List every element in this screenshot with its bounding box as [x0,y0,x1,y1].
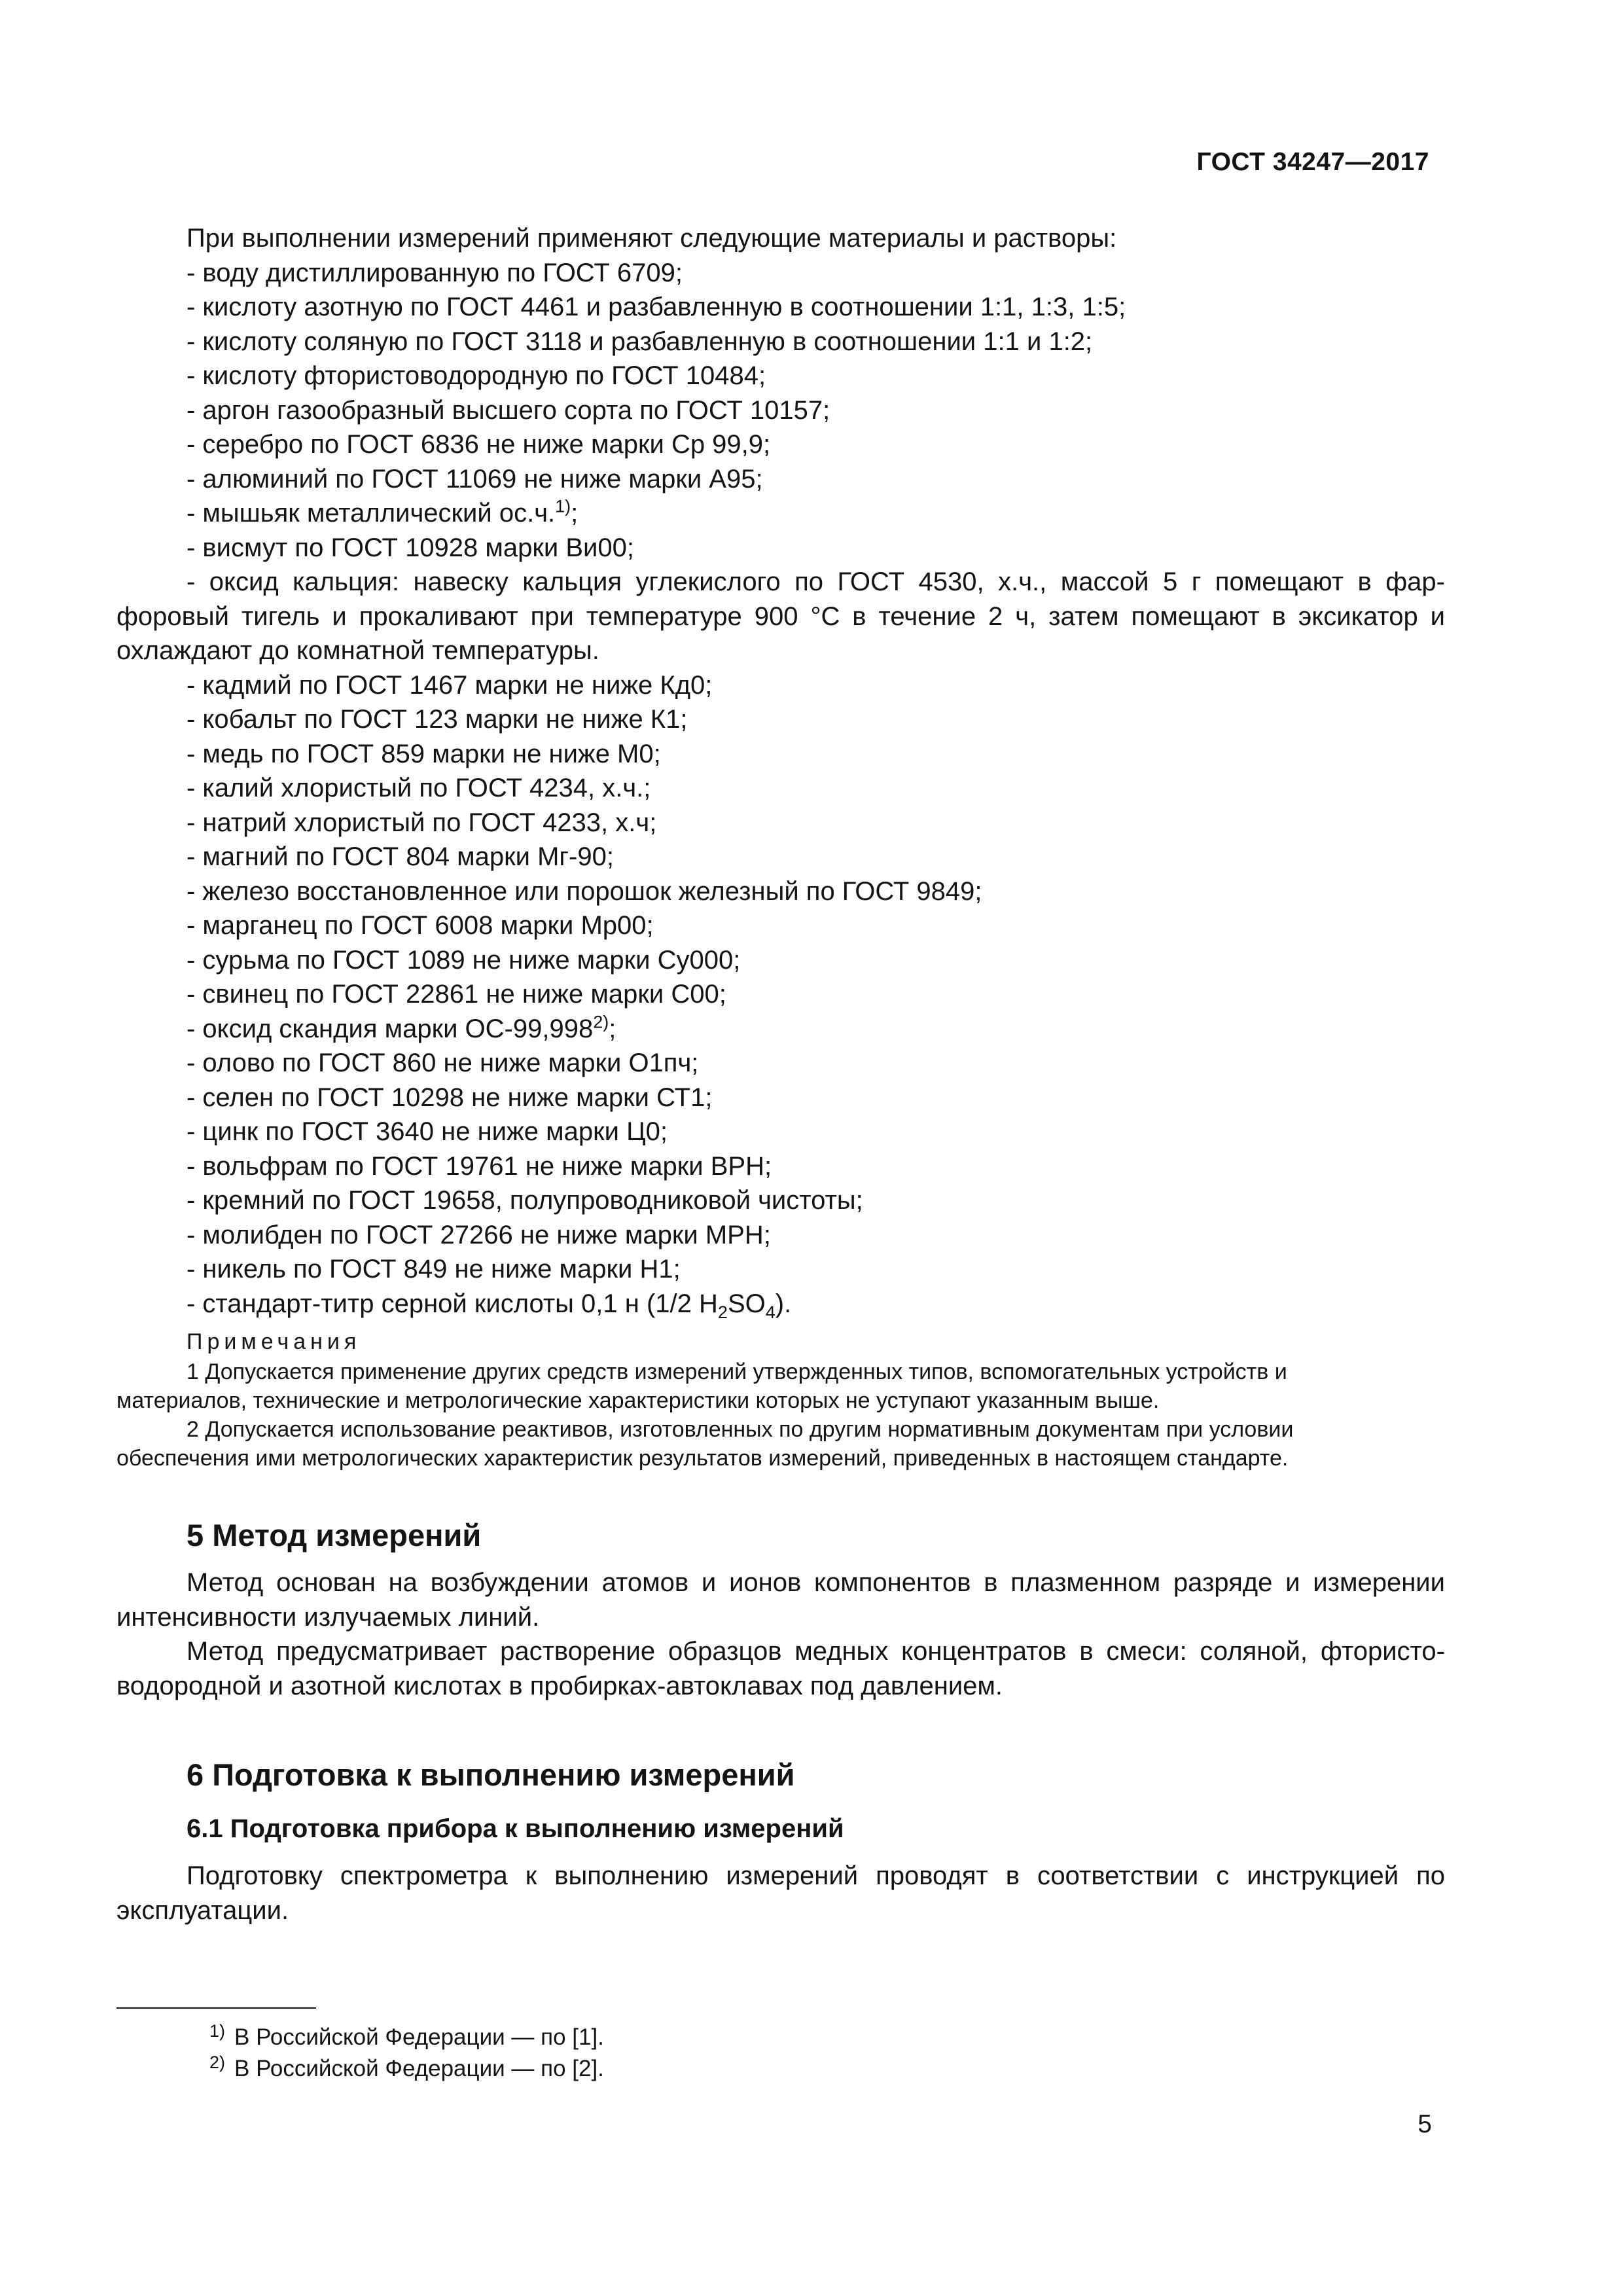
footnote-separator [116,2007,316,2009]
list-item: - висмут по ГОСТ 10928 марки Ви00; [187,533,634,562]
scandium-end: ; [609,1014,616,1043]
notes-block [116,1326,1445,1473]
footnotes [209,2015,604,2081]
arsenic-text: - мышьяк металлический ос.ч. [187,499,556,528]
titrant-text-b: SO [727,1289,766,1318]
section-6-p-line-1: Подготовку спектрометра к выполнению измерений проводят в соответствии с инструкцией по [187,1861,1445,1890]
list-item: - кремний по ГОСТ 19658, полупроводниковой чистоты; [187,1186,863,1215]
footnote-ref-2: 2) [593,1012,609,1032]
list-item: - олово по ГОСТ 860 не ниже марки О1пч; [187,1049,699,1077]
list-item: - никель по ГОСТ 849 не ниже марки Н1; [187,1255,681,1283]
list-item: - серебро по ГОСТ 6836 не ниже марки Ср 99,9; [187,430,771,459]
section-6-p-line-2: эксплуатации. [116,1895,289,1925]
list-item: - калий хлористый по ГОСТ 4234, х.ч.; [187,774,651,802]
list-item: - марганец по ГОСТ 6008 марки Мр00; [187,911,654,940]
titrant-subscript-1: 2 [717,1302,728,1322]
section-5-p1-line-2: интенсивности излучаемых линий. [116,1602,540,1632]
list-item: - железо восстановленное или порошок железный по ГОСТ 9849; [187,876,982,906]
notes-title: Примечания [187,1329,361,1354]
document-number: ГОСТ 34247—2017 [1196,148,1429,176]
section-5-p2-line-2: водородной и азотной кислотах в пробирках-автоклавах под давлением. [116,1671,1003,1700]
list-item: - селен по ГОСТ 10298 не ниже марки СТ1; [187,1083,713,1112]
list-item: - вольфрам по ГОСТ 19761 не ниже марки ВРН; [187,1151,772,1181]
list-item-scandium [116,1012,1445,1047]
section-5-p2-line-1: Метод предусматривает растворение образцов медных концентратов в смеси: соляной, фтористо- [187,1637,1445,1666]
list-item: - кислоту соляную по ГОСТ 3118 и разбавленную в соотношении 1:1 и 1:2; [187,327,1093,356]
footnote-1-text: В Российской Федерации — по [1]. [234,2024,604,2050]
list-item: - кислоту азотную по ГОСТ 4461 и разбавленную в соотношении 1:1, 1:3, 1:5; [187,293,1126,321]
calcium-line-3: охлаждают до комнатной температуры. [116,636,599,665]
footnote-2 [209,2047,604,2081]
page-body [116,221,1445,1928]
scandium-text: - оксид скандия марки ОС-99,998 [187,1014,594,1043]
footnote-1-mark: 1) [209,2021,226,2041]
intro-paragraph: При выполнении измерений применяют следующие материалы и растворы: [187,224,1117,253]
calcium-line-1: - оксид кальция: навеску кальция углекислого по ГОСТ 4530, х.ч., массой 5 г помещают в фар- [187,567,1445,596]
list-item-arsenic [116,496,1445,531]
list-item: - молибден по ГОСТ 27266 не ниже марки МРН; [187,1220,771,1249]
list-item: - натрий хлористый по ГОСТ 4233, х.ч; [187,808,657,837]
list-item: - аргон газообразный высшего сорта по ГОСТ 10157; [187,395,830,425]
footnote-2-mark: 2) [209,2053,226,2072]
arsenic-end: ; [571,499,579,528]
page-number: 5 [1418,2110,1432,2138]
calcium-line-2: форовый тигель и прокаливают при температуре 900 °С в течение 2 ч, затем помещают в эксикатор и [116,601,1445,631]
list-item: - цинк по ГОСТ 3640 не ниже марки Ц0; [187,1117,668,1146]
footnote-2-text: В Российской Федерации — по [2]. [234,2056,604,2081]
list-item: - кадмий по ГОСТ 1467 марки не ниже Кд0; [187,670,713,700]
list-item: - кислоту фтористоводородную по ГОСТ 10484; [187,361,766,390]
note-1-line-2: материалов, технические и метрологические характеристики которых не уступают указанным выше. [116,1388,1160,1413]
titrant-text-a: - стандарт-титр серной кислоты 0,1 н (1/2 Н [187,1289,718,1318]
section-6-heading: 6 Подготовка к выполнению измерений [187,1757,795,1792]
note-1-line-1: 1 Допускается применение других средств измерений утвержденных типов, вспомогательных устройств и [187,1359,1287,1384]
list-item: - медь по ГОСТ 859 марки не ниже М0; [187,739,661,768]
list-item: - кобальт по ГОСТ 123 марки не ниже К1; [187,705,688,734]
list-item: - сурьма по ГОСТ 1089 не ниже марки Су000; [187,945,741,975]
footnote-ref-1: 1) [555,496,571,516]
section-5-heading: 5 Метод измерений [187,1518,482,1552]
titrant-subscript-2: 4 [765,1302,776,1322]
footnote-1 [209,2015,604,2050]
section-5-p1-line-1: Метод основан на возбуждении атомов и ионов компонентов в плазменном разряде и измерении [187,1568,1445,1597]
note-2-line-2: обеспечения ими метрологических характеристик результатов измерений, приведенных в настоящем стандарте. [116,1446,1289,1471]
note-2-line-1: 2 Допускается использование реактивов, изготовленных по другим нормативным документам при условии [187,1417,1294,1442]
list-item: - алюминий по ГОСТ 11069 не ниже марки А95; [187,464,763,493]
list-item: - воду дистиллированную по ГОСТ 6709; [187,258,683,287]
list-item: - магний по ГОСТ 804 марки Мг-90; [187,842,614,871]
subsection-6-1-heading: 6.1 Подготовка прибора к выполнению измерений [187,1814,844,1843]
list-item: - свинец по ГОСТ 22861 не ниже марки С00; [187,980,726,1009]
list-item-titrant [116,1287,1445,1321]
titrant-text-c: ). [775,1289,792,1318]
